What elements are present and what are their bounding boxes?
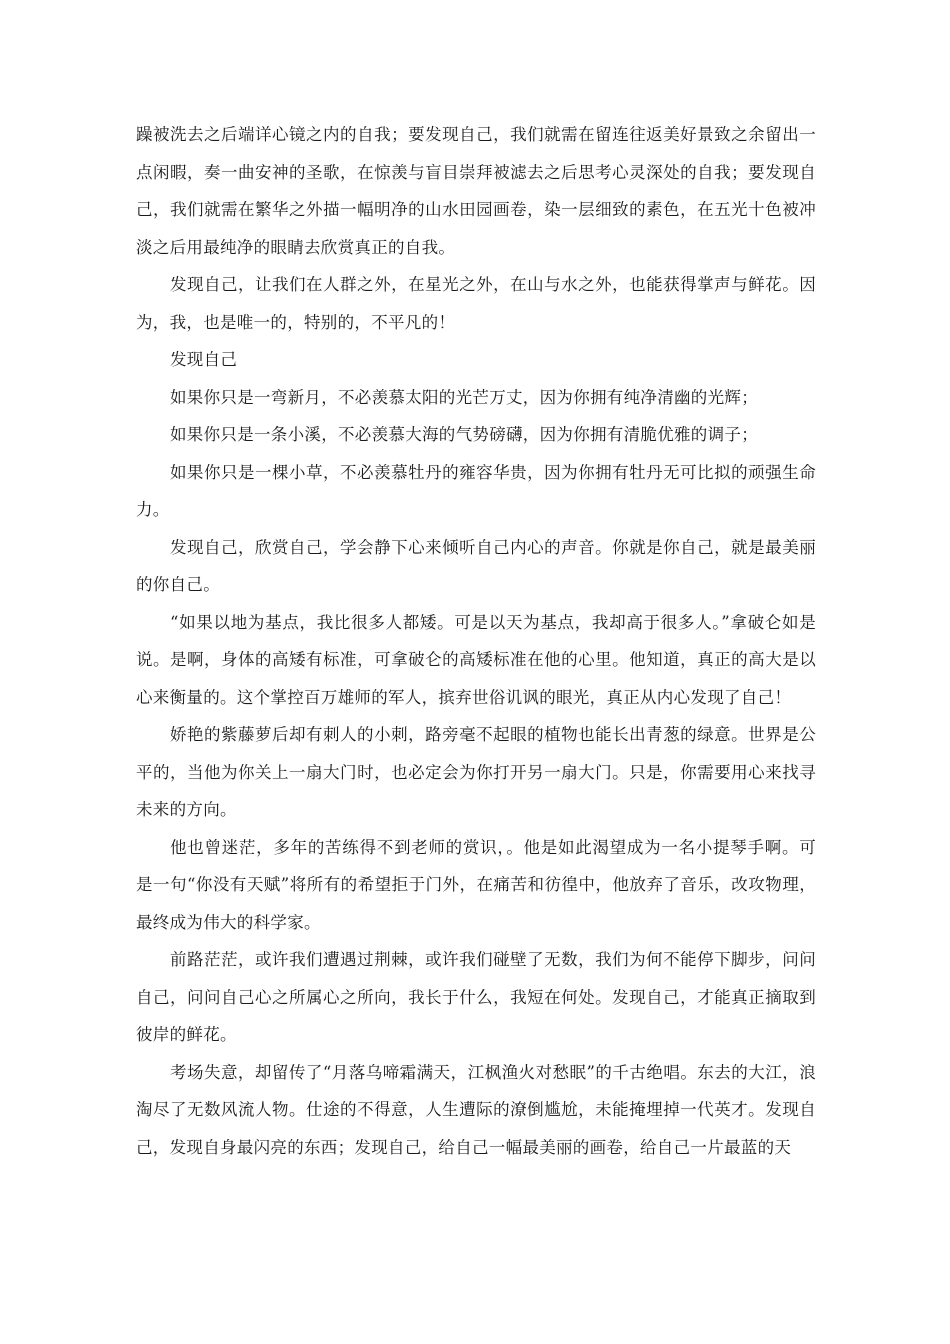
paragraph-napoleon: “如果以地为基点，我比很多人都矮。可是以天为基点，我却高于很多人。”拿破仑如是说。是啊，身体的高矮有标准，可拿破仑的高矮标准在他的心里。他知道，真正的高大是以心来衡量的。这个掌控百万雄师的军人，摈弃世俗讥讽的眼光，真正从内心发现了自己！ xyxy=(136,612,816,707)
paragraph-path: 前路茫茫，或许我们遭遇过荆棘，或许我们碰壁了无数，我们为何不能停下脚步，问问自己，问问自己心之所属心之所向，我长于什么，我短在何处。发现自己，才能真正摘取到彼岸的鲜花。 xyxy=(136,950,816,1044)
paragraph-1: 躁被洗去之后端详心镜之内的自我；要发现自己，我们就需在留连往返美好景致之余留出一点闲暇，奏一曲安神的圣歌，在惊羡与盲目崇拜被滤去之后思考心灵深处的自我；要发现自己，我们就需在繁华之外描一幅明净的山水田园画卷，染一层细致的素色，在五光十色被冲淡之后用最纯净的眼睛去欣赏真正的自我。 xyxy=(136,125,816,257)
paragraph-grass: 如果你只是一棵小草，不必羡慕牡丹的雍容华贵，因为你拥有牡丹无可比拟的顽强生命力。 xyxy=(136,462,816,519)
paragraph-appreciate: 发现自己，欣赏自己，学会静下心来倾听自己内心的声音。你就是你自己，就是最美丽的你自己。 xyxy=(136,537,816,594)
paragraph-scientist: 他也曾迷茫，多年的苦练得不到老师的赏识，。他是如此渴望成为一名小提琴手啊。可是一句“你没有天赋”将所有的希望拒于门外，在痛苦和彷徨中，他放弃了音乐，改攻物理，最终成为伟大的科学家。 xyxy=(136,837,816,932)
paragraph-new-moon: 如果你只是一弯新月，不必羡慕太阳的光芒万丈，因为你拥有纯净清幽的光辉； xyxy=(170,387,758,407)
paragraph-exam: 考场失意，却留传了“月落乌啼霜满天，江枫渔火对愁眠”的千古绝唱。东去的大江，浪淘尽了无数风流人物。仕途的不得意，人生遭际的潦倒尴尬，未能掩埋掉一代英才。发现自己，发现自身最闪亮的东西；发现自己，给自己一幅最美丽的画卷，给自己一片最蓝的天 xyxy=(136,1062,816,1157)
paragraph-wisteria: 娇艳的紫藤萝后却有刺人的小刺，路旁毫不起眼的植物也能长出青葱的绿意。世界是公平的，当他为你关上一扇大门时，也必定会为你打开另一扇大门。只是，你需要用心来找寻未来的方向。 xyxy=(136,725,816,819)
document-page xyxy=(136,116,816,1166)
paragraph-stream: 如果你只是一条小溪，不必羡慕大海的气势磅礴，因为你拥有清脆优雅的调子； xyxy=(170,425,758,444)
paragraph-2: 发现自己，让我们在人群之外，在星光之外，在山与水之外，也能获得掌声与鲜花。因为，我，也是唯一的，特别的，不平凡的！ xyxy=(136,275,816,332)
section-heading: 发现自己 xyxy=(170,350,238,369)
